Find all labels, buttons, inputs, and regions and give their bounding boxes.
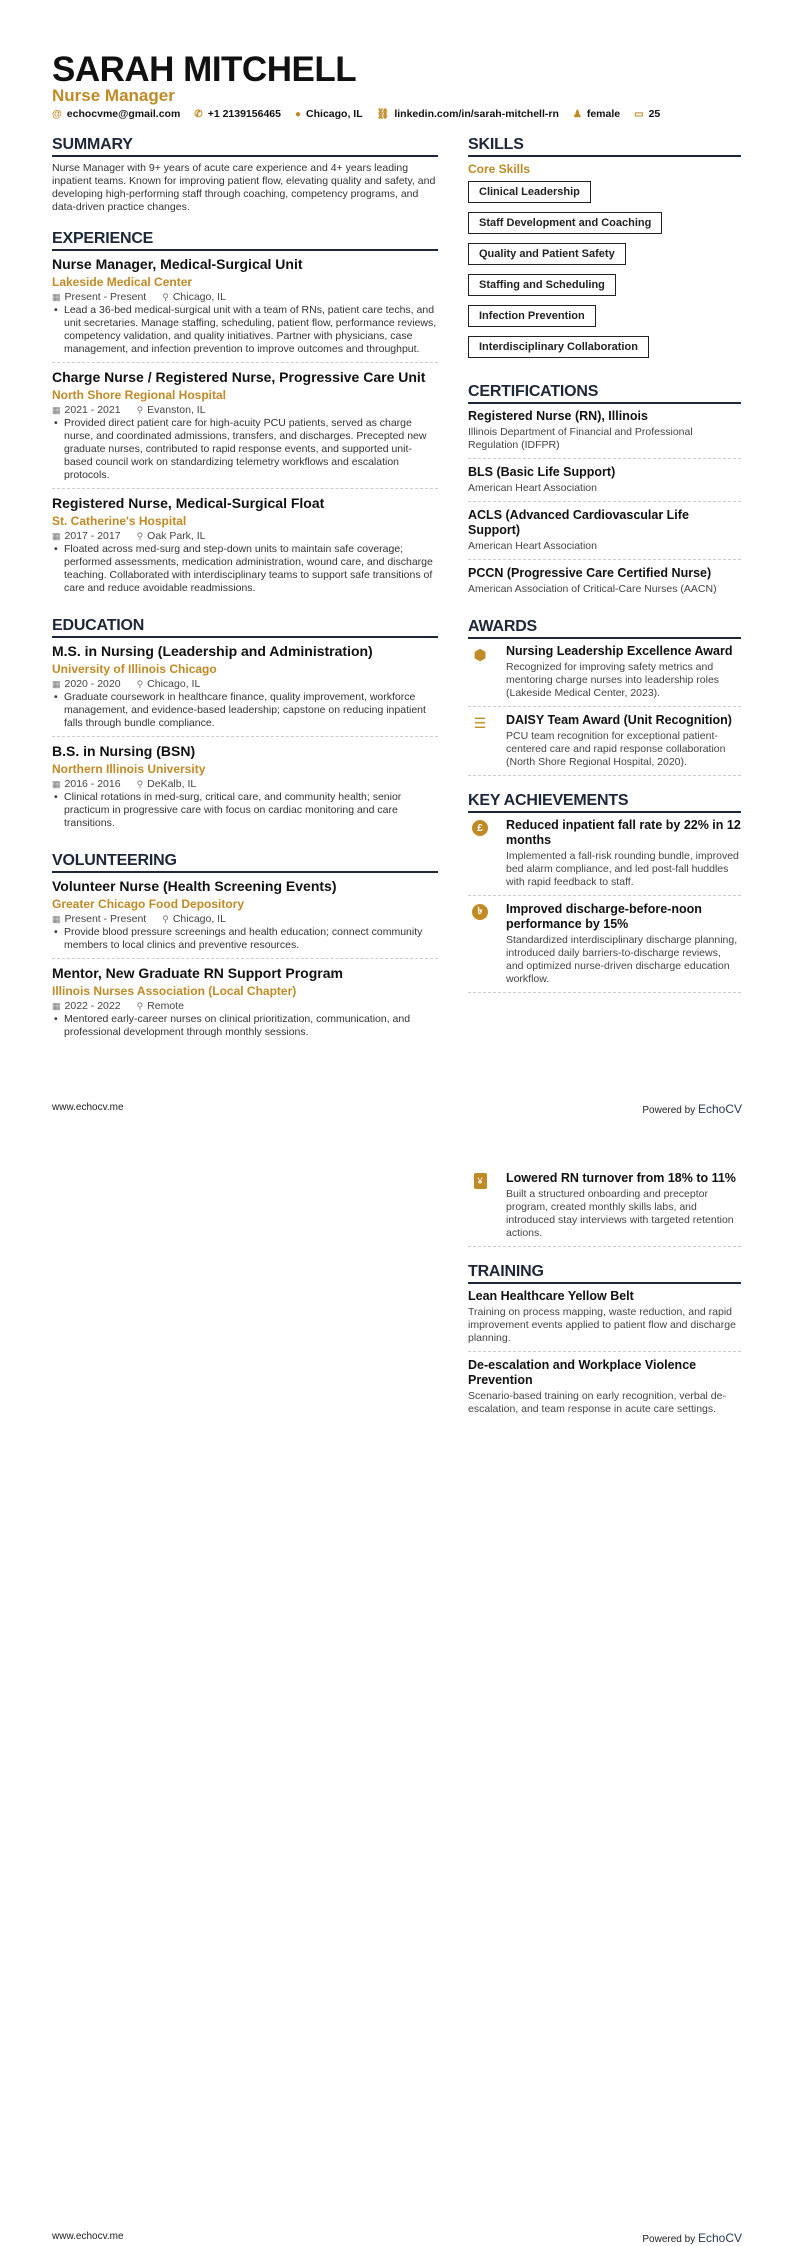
currency-icon: ৳: [472, 904, 488, 920]
section-heading: VOLUNTEERING: [52, 852, 438, 873]
location-icon: ⚲: [162, 914, 169, 924]
entry-title: Nurse Manager, Medical-Surgical Unit: [52, 256, 303, 272]
calendar-icon: ▦: [52, 292, 61, 302]
calendar-icon: ▦: [52, 914, 61, 924]
awards-description: PCU team recognition for exceptional patient-centered care and rapid response collaboration (North Shore Regional Hospital, 2020).: [506, 730, 726, 768]
awards-item: [468, 713, 741, 776]
footer-powered: [642, 2231, 742, 2245]
entry-location: Chicago, IL: [147, 678, 201, 690]
achievements-continued: [468, 1171, 741, 1247]
email[interactable]: echocvme@gmail.com: [66, 108, 181, 120]
entry-dates: 2021 - 2021: [64, 404, 121, 416]
achievements-description: Implemented a fall-risk rounding bundle, improved bed alarm compliance, and led post-fall huddles with rapid feedback to staff.: [506, 850, 739, 888]
entry-item: [52, 643, 438, 737]
contact-bar: [52, 108, 660, 120]
certification-issuer: American Heart Association: [468, 540, 597, 552]
cube-icon: ⬢: [473, 647, 487, 664]
footer-powered: [642, 1102, 742, 1116]
section-heading: EDUCATION: [52, 617, 438, 638]
entry-item: [52, 495, 438, 601]
achievements-title: Reduced inpatient fall rate by 22% in 12 months: [506, 818, 741, 847]
candidate-title: Nurse Manager: [52, 86, 175, 105]
location-icon: ⚲: [136, 1001, 144, 1011]
training-item: [468, 1289, 741, 1352]
certification-issuer: Illinois Department of Financial and Professional Regulation (IDFPR): [468, 426, 693, 451]
certification-title: PCCN (Progressive Care Certified Nurse): [468, 566, 712, 580]
right-column: [468, 136, 741, 1009]
entry-bullet: • Floated across med-surg and step-down units to maintain safe coverage; performed assessments, medication administration, wound care, and discharge teaching. Collaborated with interdisciplinary teams to support safe transitions of care and reduce avoidable readmissions.: [52, 543, 438, 595]
entry-item: [52, 878, 438, 959]
entry-bullet: • Mentored early-career nurses on clinical prioritization, communication, and professional development through monthly sessions.: [52, 1013, 438, 1039]
skill-tag: Staffing and Scheduling: [468, 274, 616, 296]
location-icon: ●: [294, 109, 302, 120]
entry-organization: North Shore Regional Hospital: [52, 388, 227, 402]
candidate-name: SARAH MITCHELL: [52, 50, 357, 89]
awards-section: [468, 618, 741, 776]
entry-title: Volunteer Nurse (Health Screening Events): [52, 878, 337, 894]
section-heading: TRAINING: [468, 1263, 741, 1284]
skill-tag: Interdisciplinary Collaboration: [468, 336, 649, 358]
entry-title: M.S. in Nursing (Leadership and Administration): [52, 643, 373, 659]
skills-group-title: Core Skills: [468, 162, 531, 176]
entry-organization: Lakeside Medical Center: [52, 275, 193, 289]
right-column: [468, 1171, 741, 1438]
training-section: [468, 1263, 741, 1422]
entry-organization: University of Illinois Chicago: [52, 662, 217, 676]
powered-label: Powered by: [642, 1105, 696, 1116]
entry-bullet: • Provided direct patient care for high-acuity PCU patients, served as charge nurse, and coordinated admissions, transfers, and discharges. Precepted new graduate nurses, contributed to rapid response events, and supported unit-based council work on standardizing telemetry workflows and escalation protocols.: [52, 417, 438, 482]
phone-icon: ✆: [194, 109, 203, 120]
person-icon: ♟: [572, 109, 582, 120]
gender: female: [586, 108, 621, 120]
skill-tag: Infection Prevention: [468, 305, 596, 327]
brand-logo[interactable]: EchoCV: [697, 2231, 742, 2245]
entry-bullet: • Graduate coursework in healthcare finance, quality improvement, workforce management, and evidence-based leadership; capstone on reducing inpatient falls through bundle compliance.: [52, 691, 438, 730]
entry-item: [52, 965, 438, 1045]
certification-item: [468, 508, 741, 560]
awards-item: [468, 644, 741, 707]
footer-site[interactable]: www.echocv.me: [52, 1102, 124, 1113]
achievements-title: Improved discharge-before-noon performance by 15%: [506, 902, 702, 931]
certification-item: [468, 566, 741, 602]
training-description: Scenario-based training on early recognition, verbal de-escalation, and team response in acute care settings.: [468, 1390, 726, 1415]
education-list: [52, 643, 438, 836]
achievements-list: [468, 818, 741, 993]
entry-dates: 2016 - 2016: [64, 778, 121, 790]
entry-dates: 2017 - 2017: [64, 530, 121, 542]
achievements-description: Standardized interdisciplinary discharge planning, introduced daily barriers-to-discharge reviews, and optimized nurse-driven discharge education workflow.: [506, 934, 738, 985]
entry-bullet: • Lead a 36-bed medical-surgical unit with a team of RNs, patient care techs, and unit secretaries. Manage staffing, scheduling, patient flow, performance reviews, competency validation, and quality initiatives. Partner with physicians, case management, and infection prevention to improve outcomes and throughput.: [52, 304, 438, 356]
certification-title: BLS (Basic Life Support): [468, 465, 616, 479]
achievements-section: [468, 792, 741, 993]
entry-organization: St. Catherine's Hospital: [52, 514, 187, 528]
calendar-icon: ▦: [52, 1001, 61, 1011]
calendar-icon: ▦: [52, 679, 61, 689]
location-icon: ⚲: [162, 292, 169, 302]
entry-location: Chicago, IL: [172, 291, 226, 303]
achievements-item: [468, 818, 741, 896]
awards-title: DAISY Team Award (Unit Recognition): [506, 713, 732, 727]
brand-logo[interactable]: EchoCV: [697, 1102, 742, 1116]
training-title: Lean Healthcare Yellow Belt: [468, 1289, 634, 1303]
location-icon: ⚲: [136, 405, 144, 415]
volunteering-list: [52, 878, 438, 1045]
footer-site[interactable]: www.echocv.me: [52, 2231, 124, 2242]
entry-item: [52, 743, 438, 836]
left-column: [52, 136, 438, 1061]
certification-title: ACLS (Advanced Cardiovascular Life Support): [468, 508, 689, 537]
entry-title: Charge Nurse / Registered Nurse, Progressive Care Unit: [52, 369, 426, 385]
entry-dates: 2020 - 2020: [64, 678, 121, 690]
training-title: De-escalation and Workplace Violence Prevention: [468, 1358, 697, 1387]
section-heading: SUMMARY: [52, 136, 438, 157]
entry-organization: Illinois Nurses Association (Local Chapter): [52, 984, 297, 998]
entry-title: Mentor, New Graduate RN Support Program: [52, 965, 343, 981]
link-icon: ⛓: [376, 109, 390, 120]
location-icon: ⚲: [136, 779, 144, 789]
location: Chicago, IL: [306, 108, 363, 120]
entry-location: DeKalb, IL: [147, 778, 197, 790]
skill-tag: Quality and Patient Safety: [468, 243, 626, 265]
entry-title: Registered Nurse, Medical-Surgical Float: [52, 495, 325, 511]
entry-organization: Greater Chicago Food Depository: [52, 897, 245, 911]
entry-item: [52, 256, 438, 363]
linkedin-link[interactable]: linkedin.com/in/sarah-mitchell-rn: [394, 108, 559, 120]
entry-location: Evanston, IL: [147, 404, 206, 416]
skill-tag: Clinical Leadership: [468, 181, 591, 203]
achievements-item: [468, 902, 741, 993]
calendar-icon: ▭: [634, 109, 644, 120]
education-section: [52, 617, 438, 836]
section-heading: SKILLS: [468, 136, 741, 157]
entry-bullet: • Provide blood pressure screenings and health education; connect community members to local clinics and preventive resources.: [52, 926, 438, 952]
entry-location: Remote: [147, 1000, 184, 1012]
summary-section: [52, 136, 438, 214]
training-item: [468, 1358, 741, 1422]
entry-location: Oak Park, IL: [147, 530, 206, 542]
entry-dates: Present - Present: [64, 913, 147, 925]
entry-dates: Present - Present: [64, 291, 147, 303]
training-list: [468, 1289, 741, 1422]
awards-list: [468, 644, 741, 776]
calendar-icon: ▦: [52, 531, 61, 541]
certification-title: Registered Nurse (RN), Illinois: [468, 409, 648, 423]
achievements-title: Lowered RN turnover from 18% to 11%: [506, 1171, 736, 1185]
document-icon: ¥: [474, 1173, 487, 1189]
email-icon: @: [52, 109, 62, 120]
experience-section: [52, 230, 438, 601]
lines-icon: ☰: [473, 715, 487, 731]
achievements-description: Built a structured onboarding and preceptor program, created monthly skills labs, and introduced stay interviews with targeted retention actions.: [506, 1188, 734, 1239]
certifications-section: [468, 383, 741, 602]
training-description: Training on process mapping, waste reduction, and rapid improvement events applied to patient flow and discharge planning.: [468, 1306, 736, 1344]
skills-list: [468, 181, 741, 367]
calendar-icon: ▦: [52, 779, 61, 789]
achievements-list: [468, 1171, 741, 1247]
section-heading: KEY ACHIEVEMENTS: [468, 792, 741, 813]
section-heading: EXPERIENCE: [52, 230, 438, 251]
entry-bullet: • Clinical rotations in med-surg, critical care, and community health; senior practicum in progressive care with focus on cardiac monitoring and care transitions.: [52, 791, 438, 830]
calendar-icon: ▦: [52, 405, 61, 415]
entry-organization: Northern Illinois University: [52, 762, 206, 776]
powered-label: Powered by: [642, 2234, 696, 2245]
certification-item: [468, 409, 741, 459]
section-heading: CERTIFICATIONS: [468, 383, 741, 404]
skills-section: [468, 136, 741, 367]
entry-item: [52, 369, 438, 489]
experience-list: [52, 256, 438, 601]
age: 25: [648, 108, 661, 120]
awards-description: Recognized for improving safety metrics and mentoring charge nurses into leadership roles (Lakeside Medical Center, 2023).: [506, 661, 720, 699]
certification-item: [468, 465, 741, 502]
achievements-item: [468, 1171, 741, 1247]
entry-location: Chicago, IL: [172, 913, 226, 925]
entry-dates: 2022 - 2022: [64, 1000, 121, 1012]
page-2: [0, 1123, 794, 2246]
section-heading: AWARDS: [468, 618, 741, 639]
phone[interactable]: +1 2139156465: [207, 108, 281, 120]
summary-text: Nurse Manager with 9+ years of acute care experience and 4+ years leading inpatient teams. Known for improving patient flow, elevating quality and safety, and developing high-performing staff through coaching, competency programs, and data-driven practice changes.: [52, 162, 436, 213]
entry-title: B.S. in Nursing (BSN): [52, 743, 196, 759]
location-icon: ⚲: [136, 679, 144, 689]
volunteering-section: [52, 852, 438, 1045]
certification-issuer: American Heart Association: [468, 482, 597, 494]
certification-issuer: American Association of Critical-Care Nurses (AACN): [468, 583, 717, 595]
awards-title: Nursing Leadership Excellence Award: [506, 644, 733, 658]
certifications-list: [468, 409, 741, 602]
location-icon: ⚲: [136, 531, 144, 541]
skill-tag: Staff Development and Coaching: [468, 212, 662, 234]
pound-icon: £: [472, 820, 488, 836]
